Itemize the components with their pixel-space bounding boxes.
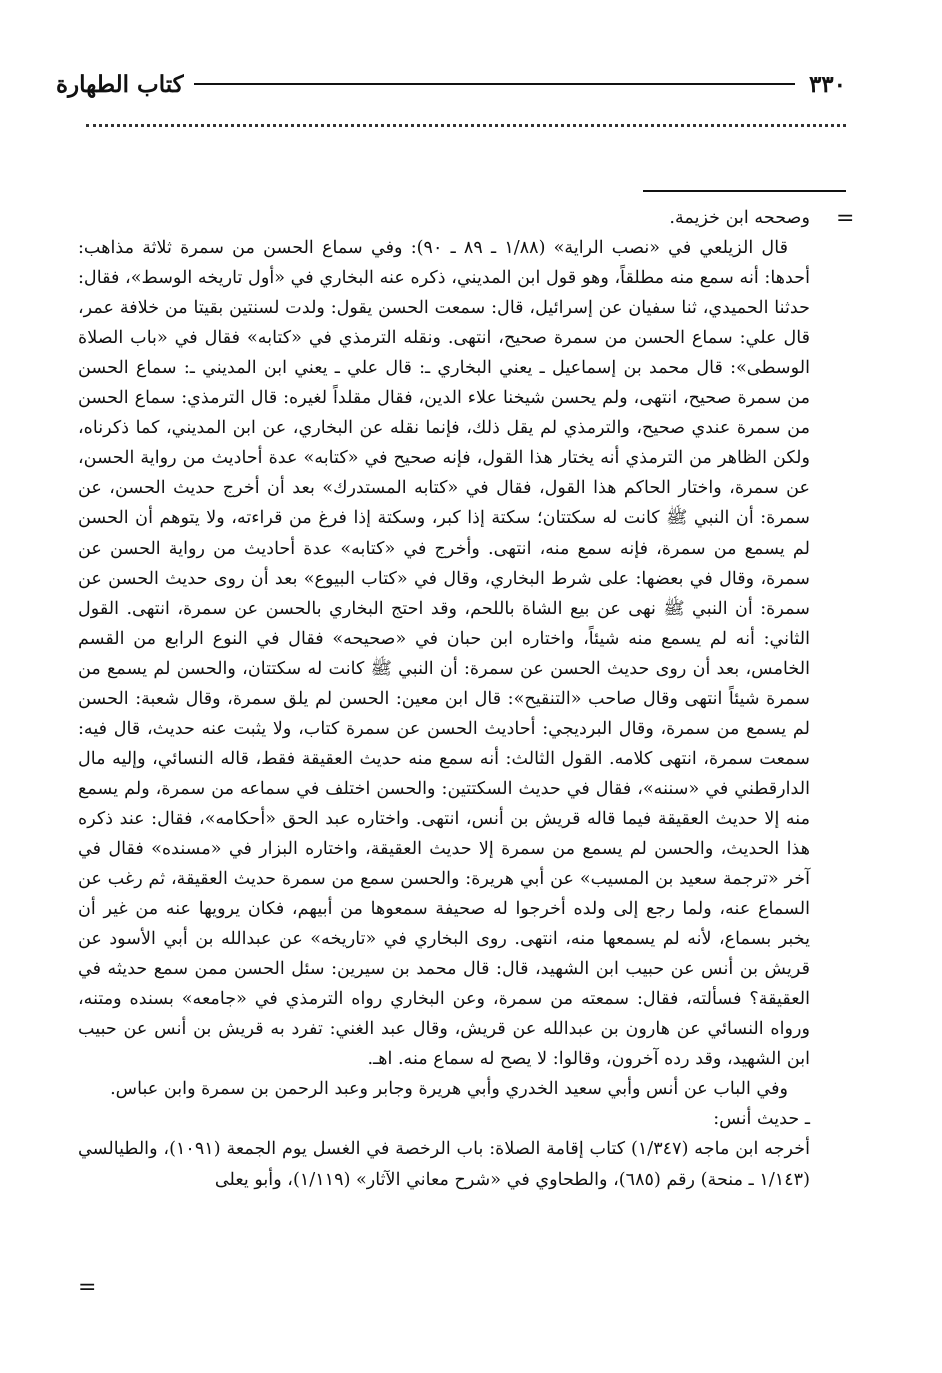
footnote-body: [78, 203, 810, 1195]
dotted-separator: [86, 124, 846, 127]
continuation-mark-top: =: [836, 206, 855, 231]
chapter-title: كتاب الطهارة: [56, 70, 184, 98]
continuation-mark-bottom: =: [78, 1275, 97, 1300]
paragraph: ـ حديث أنس:: [713, 1109, 810, 1130]
paragraph: وصححه ابن خزيمة.: [669, 208, 810, 228]
paragraph: قال الزيلعي في «نصب الراية» (١/٨٨ ـ ٨٩ ـ ٩٠): وفي سماع الحسن من سمرة ثلاثة مذاهب: أحدها: أنه سمع منه مطلقاً، وهو قول ابن المديني، ذكره عنه البخاري في «أول تاريخه الوسط»، فقال: حدثنا الحميدي، ثنا سفيان عن إسرائيل، قال: سمعت الحسن يقول: ولدت لسنتين بقيتا من خلافة عمر، قال علي: سماع الحسن من سمرة صحيح، انتهى. ونقله الترمذي في «كتابه» فقال في «باب الصلاة الوسطى»: قال محمد بن إسماعيل ـ يعني البخاري ـ: قال علي ـ يعني ابن المديني ـ: سماع الحسن من سمرة صحيح، انتهى، ولم يحسن شيخنا علاء الدين، فقال مقلداً لغيره: قال الترمذي: سماع الحسن من سمرة عندي صحيح، والترمذي لم يقل ذلك، فإنما نقله عن البخاري، عن ابن المديني، كما ذكرناه، ولكن الظاهر من الترمذي أنه يختار هذا القول، فإنه صحيح في «كتابه» عدة أحاديث من رواية الحسن، عن سمرة، واختار الحاكم هذا القول، فقال في «كتابه المستدرك» بعد أن أخرج حديث الحسن، عن سمرة: أن النبي ﷺ كانت له سكتتان؛ سكتة إذا كبر، وسكتة إذا فرغ من قراءته، ولا يتوهم أن الحسن لم يسمع من سمرة، فإنه سمع منه، انتهى. وأخرج في «كتابه» عدة أحاديث من رواية الحسن عن سمرة، وقال في بعضها: على شرط البخاري، وقال في «كتاب البيوع» بعد أن روى حديث الحسن عن سمرة: أن النبي ﷺ نهى عن بيع الشاة باللحم، وقد احتج البخاري بالحسن عن سمرة، انتهى. القول الثاني: أنه لم يسمع منه شيئاً، واختاره ابن حبان في «صحيحه» فقال في النوع الرابع من القسم الخامس، بعد أن روى حديث الحسن عن سمرة: أن النبي ﷺ كانت له سكتتان، والحسن لم يسمع من سمرة شيئاً انتهى وقال صاحب «التنقيح»: قال ابن معين: الحسن لم يلق سمرة، وقال شعبة: الحسن لم يسمع من سمرة، وقال البرديجي: أحاديث الحسن عن سمرة كتاب، ولا يثبت عنه حديث، قال فيه: سمعت سمرة، انتهى كلامه. القول الثالث: أنه سمع منه حديث العقيقة فقط، قاله النسائي، وإليه مال الدارقطني في «سننه»، فقال في حديث السكتتين: والحسن اختلف في سماعه من سمرة، ولم يسمع منه إلا حديث العقيقة فيما قاله قريش بن أنس، انتهى. واختاره عبد الحق «أحكامه»، فقال: عند ذكره هذا الحديث، والحسن لم يسمع من سمرة إلا حديث العقيقة، واختاره البزار في «مسنده» فقال في آخر «ترجمة سعيد بن المسيب» عن أبي هريرة: والحسن سمع من سمرة حديث العقيقة، ثم رغب عن السماع عنه، ولما رجع إلى ولده أخرجوا له صحيفة سمعوها من أبيهم، فكان يرويها عنه من غير أن يخبر بسماع، لأنه لم يسمعها منه، انتهى. روى البخاري في «تاريخه» عن عبدالله بن أبي الأسود عن قريش بن أنس عن حبيب ابن الشهيد، قال: قال محمد بن سيرين: سئل الحسن ممن سمع حديثه في العقيقة؟ فسألته، فقال: سمعته من سمرة، وعن البخاري رواه الترمذي في «جامعه» بسنده ومتنه، ورواه النسائي عن هارون بن عبدالله عن قريش، وقال عبد الغني: تفرد به قريش بن أنس عن حبيب ابن الشهيد، وقد رده آخرون، وقالوا: لا يصح له سماع منه. اهـ.: [78, 238, 811, 1070]
running-header: [56, 64, 846, 104]
paragraph: وفي الباب عن أنس وأبي سعيد الخدري وأبي هريرة وجابر وعبد الرحمن بن سمرة وابن عباس.: [110, 1079, 788, 1100]
page-number: ٣٣٠: [808, 70, 846, 98]
paragraph: أخرجه ابن ماجه (١/٣٤٧) كتاب إقامة الصلاة: باب الرخصة في الغسل يوم الجمعة (١٠٩١)، والطيالسي (١/١٤٣ ـ منحة) رقم (٦٨٥)، والطحاوي في «شرح معاني الآثار» (١/١١٩)، وأبو يعلى: [78, 1139, 810, 1190]
footnote-rule: [643, 190, 846, 192]
header-rule: [194, 83, 795, 85]
